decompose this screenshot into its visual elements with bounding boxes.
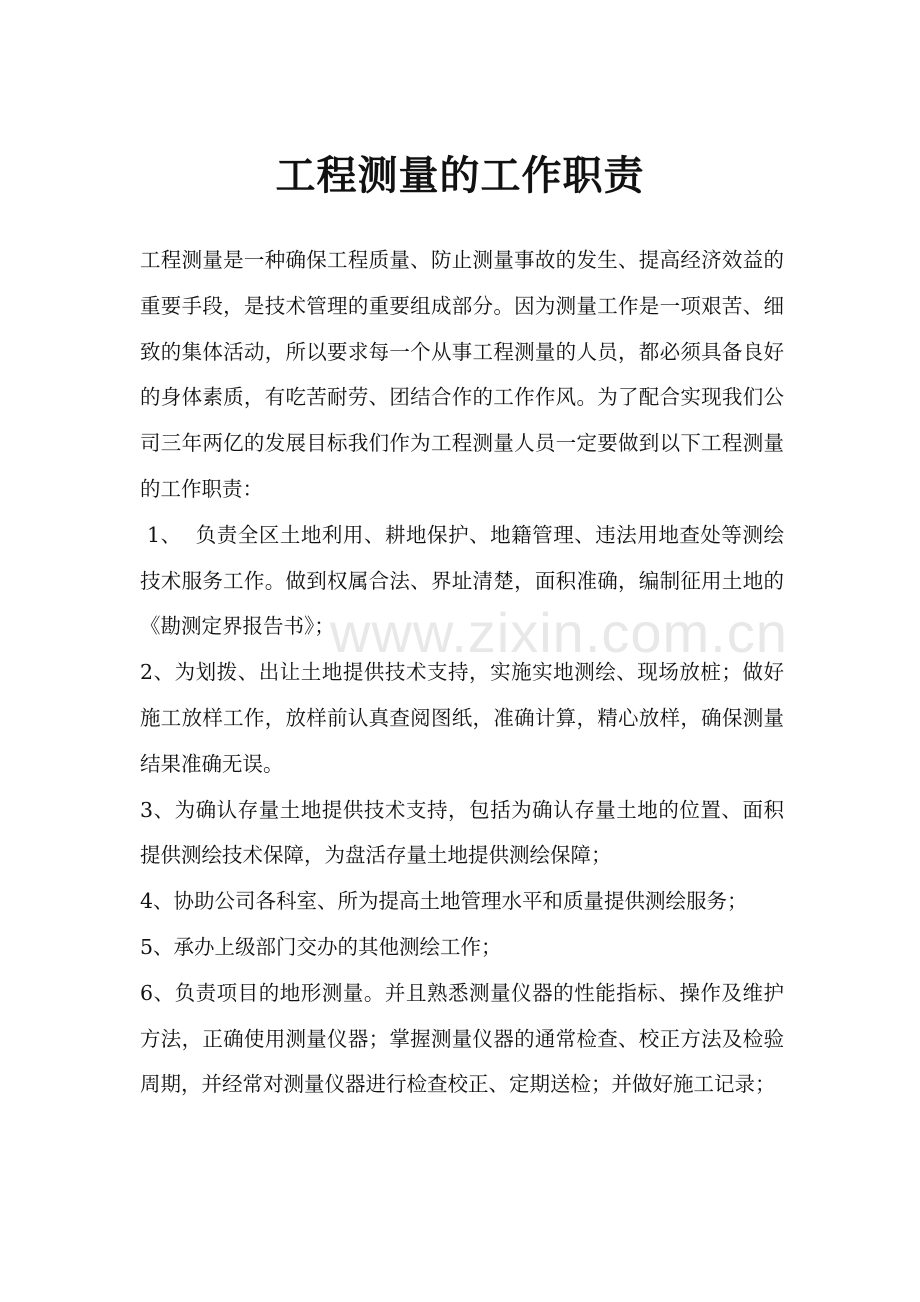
page-title: 工程测量的工作职责 [275,152,645,199]
duty-item-3: 3、为确认存量土地提供技术支持，包括为确认存量土地的位置、面积提供测绘技术保障，为盘活存量土地提供测绘保障； [140,797,784,868]
duty-item-4: 4、协助公司各科室、所为提高土地管理水平和质量提供测绘服务； [140,889,748,914]
duty-item-5: 5、承办上级部门交办的其他测绘工作； [140,934,502,959]
intro-paragraph: 工程测量是一种确保工程质量、防止测量事故的发生、提高经济效益的重要手段，是技术管理的重要组成部分。因为测量工作是一项艰苦、细致的集体活动，所以要求每一个从事工程测量的人员，都必须具备良好的身体素质，有吃苦耐劳、团结合作的工作作风。为了配合实现我们公司三年两亿的发展目标我们作为工程测量人员一定要做到以下工程测量的工作职责： [140,248,784,501]
duty-item-2: 2、为划拨、出让土地提供技术支持，实施实地测绘、现场放桩；做好施工放样工作，放样前认真查阅图纸，准确计算，精心放样，确保测量结果准确无误。 [140,660,784,776]
duty-item-6: 6、负责项目的地形测量。并且熟悉测量仪器的性能指标、操作及维护方法，正确使用测量仪器；掌握测量仪器的通常检查、校正方法及检验周期，并经常对测量仪器进行检查校正、定期送检；并做好施工记录； [140,980,784,1097]
site-watermark: www.zixin.com.cn [330,601,788,664]
duty-item-1: 1、 负责全区土地利用、耕地保护、地籍管理、违法用地查处等测绘技术服务工作。做到权属合法、界址清楚，面积准确，编制征用土地的《勘测定界报告书》； [140,522,784,639]
document-body [140,238,784,1108]
